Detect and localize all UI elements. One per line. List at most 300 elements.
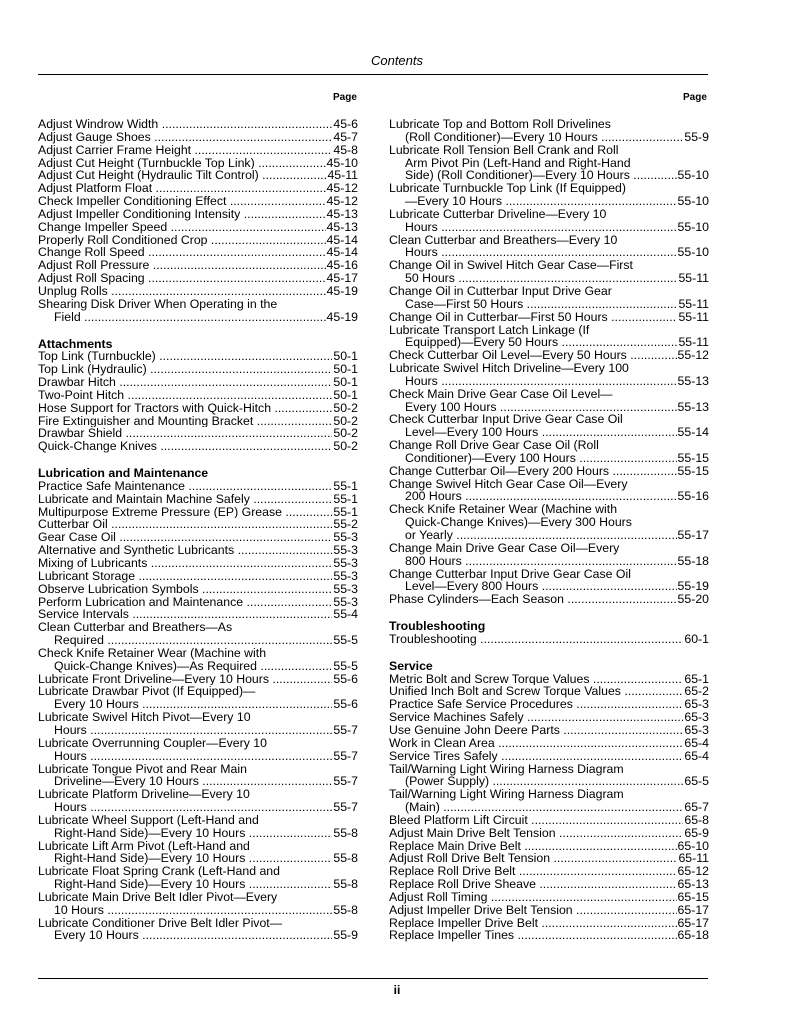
entry-row xyxy=(389,375,709,388)
toc-entry[interactable] xyxy=(38,917,358,943)
entry-title: Quick-Change Knives ..... xyxy=(38,440,332,453)
toc-entry[interactable] xyxy=(389,852,709,865)
entry-row xyxy=(389,311,709,324)
entry-page-number: 55-11 xyxy=(678,335,709,350)
entry-row xyxy=(389,221,709,234)
entry-title: (Roll Conditioner)—Every 10 Hours ..... xyxy=(405,131,683,144)
entry-title: Practice Safe Service Procedures ..... xyxy=(389,698,683,711)
entry-title-line: Change Swivel Hitch Gear Case Oil—Every xyxy=(389,476,628,491)
entry-page-number: 45-6 xyxy=(333,117,358,131)
entry-page-number: 45-14 xyxy=(326,232,358,247)
entry-title: Level—Every 100 Hours ..... xyxy=(405,426,677,439)
entry-title: Quick-Change Knives)—As Required ..... xyxy=(54,660,332,673)
entry-page-number: 65-15 xyxy=(677,889,709,904)
entry-page-number: 55-11 xyxy=(678,309,709,324)
entry-row xyxy=(38,827,358,840)
entry-page-number: 55-7 xyxy=(333,800,358,815)
entry-title-line: Lubricate Roll Tension Bell Crank and Roll xyxy=(389,142,619,157)
entry-page-number: 65-2 xyxy=(684,684,709,699)
entry-title: Hours ..... xyxy=(405,375,677,388)
entry-title: Adjust Cut Height (Turnbuckle Top Link) ..... xyxy=(38,157,326,170)
toc-entry[interactable] xyxy=(38,169,358,182)
toc-entry[interactable] xyxy=(38,144,358,157)
toc-entry[interactable] xyxy=(389,827,709,840)
entry-title: Use Genuine John Deere Parts ..... xyxy=(389,724,683,737)
entry-title: Change Impeller Speed ..... xyxy=(38,221,326,234)
entry-page-number: 55-7 xyxy=(333,774,358,789)
entry-title-line: Tail/Warning Light Wiring Harness Diagram xyxy=(389,787,624,802)
entry-row xyxy=(38,557,358,570)
entry-title: Adjust Gauge Shoes ..... xyxy=(38,131,332,144)
toc-entry[interactable] xyxy=(38,246,358,259)
entry-page-number: 55-1 xyxy=(333,504,358,519)
entry-row xyxy=(38,208,358,221)
toc-entry[interactable] xyxy=(38,621,358,647)
entry-title: Every 100 Hours ..... xyxy=(405,401,677,414)
entry-page-number: 45-19 xyxy=(326,309,358,324)
entry-row xyxy=(38,144,358,157)
entry-row xyxy=(389,840,709,853)
toc-entry[interactable] xyxy=(38,840,358,866)
entry-row xyxy=(389,929,709,942)
toc-entry[interactable] xyxy=(389,724,709,737)
entry-title: 10 Hours ..... xyxy=(54,904,332,917)
entry-page-number: 55-13 xyxy=(677,373,709,388)
toc-entry[interactable] xyxy=(38,531,358,544)
entry-row xyxy=(38,157,358,170)
entry-row xyxy=(389,698,709,711)
entry-title-line: Check Knife Retainer Wear (Machine with xyxy=(389,502,618,517)
entry-title: Adjust Windrow Width ..... xyxy=(38,118,332,131)
entry-title: Side) (Roll Conditioner)—Every 10 Hours ..... xyxy=(405,169,677,182)
entry-title: Troubleshooting ..... xyxy=(389,633,683,646)
toc-section xyxy=(389,620,709,646)
toc-entry[interactable] xyxy=(389,840,709,853)
entry-page-number: 65-4 xyxy=(684,748,709,763)
toc-entry[interactable] xyxy=(38,814,358,840)
toc-entry[interactable] xyxy=(38,557,358,570)
toc-entry[interactable] xyxy=(389,465,709,478)
entry-title: 50 Hours ..... xyxy=(405,272,677,285)
entry-page-number: 65-12 xyxy=(677,864,709,879)
entry-title-line: Lubricate Lift Arm Pivot (Left-Hand and xyxy=(38,838,250,853)
toc-entry[interactable] xyxy=(38,506,358,519)
entry-title-line: Lubricate Swivel Hitch Driveline—Every 100 xyxy=(389,361,629,376)
toc-entry[interactable] xyxy=(38,272,358,285)
entry-title-line: Change Cutterbar Input Drive Gear Case Oil xyxy=(389,566,631,581)
entry-row xyxy=(38,480,358,493)
entry-row xyxy=(389,131,709,144)
entry-title: Top Link (Turnbuckle) ..... xyxy=(38,350,332,363)
toc-entry[interactable] xyxy=(38,118,358,131)
entry-title: Replace Impeller Drive Belt ..... xyxy=(389,917,677,930)
toc-section xyxy=(38,118,358,324)
entry-row xyxy=(38,259,358,272)
toc-entry[interactable] xyxy=(389,891,709,904)
entry-row xyxy=(38,506,358,519)
entry-page-number: 65-18 xyxy=(677,928,709,943)
section-title: Service xyxy=(389,658,433,673)
toc-entry[interactable] xyxy=(38,363,358,376)
toc-entry[interactable] xyxy=(38,647,358,673)
toc-entry[interactable] xyxy=(389,118,709,144)
toc-entry[interactable] xyxy=(38,493,358,506)
entry-row xyxy=(38,389,358,402)
entry-title: (Power Supply) ..... xyxy=(405,775,683,788)
header-title: Contents xyxy=(370,53,424,68)
entry-title: Change Roll Speed ..... xyxy=(38,246,326,259)
entry-row xyxy=(38,583,358,596)
entry-page-number: 55-9 xyxy=(684,129,709,144)
entry-page-number: 50-1 xyxy=(333,349,358,364)
entry-page-number: 55-3 xyxy=(333,568,358,583)
entry-row xyxy=(38,415,358,428)
section-title: Attachments xyxy=(38,336,113,351)
entry-title-line: Shearing Disk Driver When Operating in the xyxy=(38,296,278,311)
entry-page-number: 55-8 xyxy=(333,825,358,840)
entry-page-number: 55-15 xyxy=(677,463,709,478)
toc-entry[interactable] xyxy=(38,389,358,402)
toc-entry[interactable] xyxy=(389,593,709,606)
entry-row xyxy=(38,131,358,144)
entry-title: Perform Lubrication and Maintenance ..... xyxy=(38,596,332,609)
entry-title-line: Change Main Drive Gear Case Oil—Every xyxy=(389,540,620,555)
toc-entry[interactable] xyxy=(389,788,709,814)
entry-page-number: 45-10 xyxy=(326,155,358,170)
toc-entry[interactable] xyxy=(389,904,709,917)
toc-entry[interactable] xyxy=(389,478,709,504)
entry-title: Lubricant Storage ..... xyxy=(38,570,332,583)
entry-row xyxy=(38,376,358,389)
entry-title-line: Lubricate Swivel Hitch Pivot—Every 10 xyxy=(38,710,251,725)
toc-entry[interactable] xyxy=(389,865,709,878)
entry-row xyxy=(38,878,358,891)
entry-title-line: Clean Cutterbar and Breathers—As xyxy=(38,620,233,635)
entry-title-line: Lubricate Main Drive Belt Idler Pivot—Every xyxy=(38,889,278,904)
entry-title: Adjust Roll Drive Belt Tension ..... xyxy=(389,852,677,865)
entry-row xyxy=(389,711,709,724)
entry-page-number: 45-12 xyxy=(326,194,358,209)
entry-row xyxy=(389,852,709,865)
entry-row xyxy=(38,234,358,247)
entry-title: Observe Lubrication Symbols ..... xyxy=(38,583,332,596)
toc-entry[interactable] xyxy=(389,388,709,414)
entry-page-number: 55-9 xyxy=(333,928,358,943)
entry-page-number: 55-11 xyxy=(678,296,709,311)
entry-row xyxy=(38,801,358,814)
toc-section xyxy=(389,660,709,943)
toc-entry[interactable] xyxy=(389,503,709,542)
entry-title: Properly Roll Conditioned Crop ..... xyxy=(38,234,326,247)
entry-title-line: Change Oil in Swivel Hitch Gear Case—First xyxy=(389,258,633,273)
entry-title: Hours ..... xyxy=(405,221,677,234)
toc-entry[interactable] xyxy=(38,711,358,737)
entry-title: Right-Hand Side)—Every 10 Hours ..... xyxy=(54,878,332,891)
toc-entry[interactable] xyxy=(389,814,709,827)
entry-title: Unified Inch Bolt and Screw Torque Values ..... xyxy=(389,685,683,698)
entry-row xyxy=(389,904,709,917)
entry-page-number: 55-1 xyxy=(333,478,358,493)
entry-row xyxy=(389,827,709,840)
entry-row xyxy=(389,737,709,750)
entry-title: Hours ..... xyxy=(405,246,677,259)
entry-row xyxy=(38,118,358,131)
toc-entry[interactable] xyxy=(389,362,709,388)
entry-title: Drawbar Hitch ..... xyxy=(38,376,332,389)
entry-title: Adjust Roll Pressure ..... xyxy=(38,259,326,272)
entry-page-number: 55-10 xyxy=(677,168,709,183)
entry-page-number: 50-2 xyxy=(333,439,358,454)
entry-title: Field ..... xyxy=(54,311,326,324)
toc-entry[interactable] xyxy=(38,234,358,247)
toc-entry[interactable] xyxy=(389,763,709,789)
toc-section xyxy=(389,118,709,606)
toc-entry[interactable] xyxy=(38,685,358,711)
toc-entry[interactable] xyxy=(389,144,709,183)
toc-entry[interactable] xyxy=(38,865,358,891)
entry-row xyxy=(38,246,358,259)
toc-entry[interactable] xyxy=(389,685,709,698)
toc-entry[interactable] xyxy=(38,415,358,428)
entry-page-number: 55-8 xyxy=(333,902,358,917)
entry-row xyxy=(389,529,709,542)
entry-title: Replace Roll Drive Sheave ..... xyxy=(389,878,677,891)
entry-title: Driveline—Every 10 Hours ..... xyxy=(54,775,332,788)
entry-title: Alternative and Synthetic Lubricants ..... xyxy=(38,544,332,557)
entry-title: Level—Every 800 Hours ..... xyxy=(405,580,677,593)
entry-page-number: 55-2 xyxy=(333,517,358,532)
entry-row xyxy=(38,750,358,763)
entry-title-line: Tail/Warning Light Wiring Harness Diagram xyxy=(389,761,624,776)
entry-page-number: 55-15 xyxy=(677,450,709,465)
toc-entry[interactable] xyxy=(389,439,709,465)
entry-row xyxy=(38,634,358,647)
entry-title-line: Check Main Drive Gear Case Oil Level— xyxy=(389,386,613,401)
entry-title: (Main) ..... xyxy=(405,801,683,814)
entry-page-number: 55-5 xyxy=(333,633,358,648)
entry-row xyxy=(389,673,709,686)
entry-row xyxy=(38,570,358,583)
toc-entry[interactable] xyxy=(38,350,358,363)
toc-entry[interactable] xyxy=(38,195,358,208)
toc-entry[interactable] xyxy=(38,788,358,814)
entry-page-number: 50-2 xyxy=(333,413,358,428)
toc-entry[interactable] xyxy=(389,698,709,711)
entry-page-number: 55-11 xyxy=(678,271,709,286)
entry-title: Change Oil in Cutterbar—First 50 Hours ..... xyxy=(389,311,677,324)
entry-row xyxy=(389,891,709,904)
entry-row xyxy=(38,660,358,673)
toc-entry[interactable] xyxy=(389,234,709,260)
entry-page-number: 55-20 xyxy=(677,592,709,607)
toc-column-right xyxy=(389,118,709,942)
entry-page-number: 45-8 xyxy=(333,142,358,157)
entry-page-number: 55-5 xyxy=(333,658,358,673)
entry-row xyxy=(38,272,358,285)
entry-row xyxy=(38,363,358,376)
toc-entry[interactable] xyxy=(38,480,358,493)
entry-title: Adjust Cut Height (Hydraulic Tilt Control) ..... xyxy=(38,169,326,182)
toc-entry[interactable] xyxy=(389,673,709,686)
toc-entry[interactable] xyxy=(38,427,358,440)
entry-title: or Yearly ..... xyxy=(405,529,677,542)
entry-title: Mixing of Lubricants ..... xyxy=(38,557,332,570)
entry-row xyxy=(389,801,709,814)
toc-entry[interactable] xyxy=(38,298,358,324)
toc-entry[interactable] xyxy=(389,311,709,324)
toc-entry[interactable] xyxy=(38,221,358,234)
toc-entry[interactable] xyxy=(389,182,709,208)
entry-title-line: Lubricate Overrunning Coupler—Every 10 xyxy=(38,735,267,750)
entry-page-number: 50-2 xyxy=(333,400,358,415)
entry-title: Metric Bolt and Screw Torque Values ..... xyxy=(389,673,683,686)
toc-entry[interactable] xyxy=(389,324,709,350)
toc-entry[interactable] xyxy=(38,131,358,144)
entry-row xyxy=(389,452,709,465)
entry-title: Equipped)—Every 50 Hours ..... xyxy=(405,336,677,349)
entry-title: Required ..... xyxy=(54,634,332,647)
toc-column-left xyxy=(38,118,358,942)
entry-title: Practice Safe Maintenance ..... xyxy=(38,480,332,493)
entry-page-number: 55-14 xyxy=(677,425,709,440)
section-title: Troubleshooting xyxy=(389,619,486,634)
entry-row xyxy=(38,544,358,557)
entry-page-number: 65-8 xyxy=(684,812,709,827)
entry-page-number: 65-3 xyxy=(684,697,709,712)
entry-page-number: 55-3 xyxy=(333,530,358,545)
entry-title: Conditioner)—Every 100 Hours ..... xyxy=(405,452,677,465)
entry-page-number: 55-6 xyxy=(333,671,358,686)
entry-title-line: Lubricate Drawbar Pivot (If Equipped)— xyxy=(38,684,256,699)
entry-page-number: 65-10 xyxy=(677,838,709,853)
entry-page-number: 55-3 xyxy=(333,543,358,558)
entry-title-line: Lubricate Turnbuckle Top Link (If Equipped) xyxy=(389,181,626,196)
toc-entry[interactable] xyxy=(389,711,709,724)
entry-title: Hours ..... xyxy=(54,801,332,814)
entry-page-number: 55-10 xyxy=(677,194,709,209)
entry-row xyxy=(389,580,709,593)
toc-entry[interactable] xyxy=(389,737,709,750)
entry-title-line: Lubricate Top and Bottom Roll Drivelines xyxy=(389,117,611,131)
entry-page-number: 65-17 xyxy=(677,915,709,930)
entry-row xyxy=(38,402,358,415)
toc-entry[interactable] xyxy=(38,596,358,609)
toc-entry[interactable] xyxy=(389,929,709,942)
entry-page-number: 55-19 xyxy=(677,579,709,594)
toc-entry[interactable] xyxy=(389,285,709,311)
entry-page-number: 45-13 xyxy=(326,206,358,221)
toc-entry[interactable] xyxy=(389,259,709,285)
toc-entry[interactable] xyxy=(38,737,358,763)
entry-row xyxy=(38,929,358,942)
entry-page-number: 55-17 xyxy=(677,528,709,542)
entry-title: Every 10 Hours ..... xyxy=(54,929,332,942)
toc-entry[interactable] xyxy=(38,208,358,221)
toc-entry[interactable] xyxy=(38,259,358,272)
entry-page-number: 65-11 xyxy=(678,851,709,866)
entry-row xyxy=(38,724,358,737)
toc-entry[interactable] xyxy=(38,544,358,557)
entry-page-number: 65-9 xyxy=(684,825,709,840)
entry-title: Replace Main Drive Belt ..... xyxy=(389,840,677,853)
entry-page-number: 55-16 xyxy=(677,489,709,504)
toc-entry[interactable] xyxy=(38,583,358,596)
entry-row xyxy=(38,182,358,195)
entry-page-number: 55-3 xyxy=(333,556,358,570)
entry-page-number: 50-2 xyxy=(333,426,358,441)
toc-entry[interactable] xyxy=(38,157,358,170)
toc-entry[interactable] xyxy=(38,763,358,789)
toc-entry[interactable] xyxy=(38,182,358,195)
entry-title-line: Quick-Change Knives)—Every 300 Hours xyxy=(405,515,632,530)
entry-row xyxy=(38,221,358,234)
entry-row xyxy=(38,350,358,363)
entry-title: Lubricate and Maintain Machine Safely ..... xyxy=(38,493,332,506)
toc-entry[interactable] xyxy=(389,878,709,891)
entry-page-number: 65-5 xyxy=(684,774,709,789)
entry-page-number: 65-17 xyxy=(677,902,709,917)
entry-title: Replace Roll Drive Belt ..... xyxy=(389,865,677,878)
entry-page-number: 55-8 xyxy=(333,877,358,892)
entry-page-number: 45-17 xyxy=(326,271,358,286)
entry-page-number: 65-3 xyxy=(684,710,709,725)
toc-entry[interactable] xyxy=(38,570,358,583)
toc-entry[interactable] xyxy=(389,917,709,930)
entry-page-number: 55-1 xyxy=(333,491,358,506)
toc-entry[interactable] xyxy=(38,376,358,389)
entry-title: Right-Hand Side)—Every 10 Hours ..... xyxy=(54,852,332,865)
toc-entry[interactable] xyxy=(38,285,358,298)
entry-title-line: Arm Pivot Pin (Left-Hand and Right-Hand xyxy=(405,155,631,170)
toc-entry[interactable] xyxy=(38,891,358,917)
entry-row xyxy=(389,865,709,878)
toc-entry[interactable] xyxy=(389,208,709,234)
entry-row xyxy=(38,440,358,453)
entry-title-line: Check Knife Retainer Wear (Machine with xyxy=(38,645,267,660)
toc-entry[interactable] xyxy=(38,518,358,531)
toc-entry[interactable] xyxy=(389,413,709,439)
toc-section xyxy=(38,467,358,942)
entry-page-number: 55-8 xyxy=(333,851,358,866)
entry-title: Adjust Roll Timing ..... xyxy=(389,891,677,904)
toc-entry[interactable] xyxy=(389,568,709,594)
page-column-label-left: Page xyxy=(333,92,357,103)
entry-row xyxy=(38,596,358,609)
toc-entry[interactable] xyxy=(389,750,709,763)
entry-title: Adjust Carrier Frame Height ..... xyxy=(38,144,332,157)
entry-row xyxy=(389,814,709,827)
entry-row xyxy=(389,750,709,763)
entry-page-number: 45-13 xyxy=(326,219,358,234)
entry-row xyxy=(389,195,709,208)
toc-entry[interactable] xyxy=(389,542,709,568)
entry-row xyxy=(389,336,709,349)
entry-row xyxy=(389,298,709,311)
entry-row xyxy=(389,724,709,737)
entry-page-number: 45-14 xyxy=(326,245,358,260)
toc-entry[interactable] xyxy=(38,402,358,415)
entry-page-number: 50-1 xyxy=(333,387,358,402)
entry-title: Replace Impeller Tines ..... xyxy=(389,929,677,942)
entry-page-number: 55-7 xyxy=(333,748,358,763)
toc-entry[interactable] xyxy=(38,440,358,453)
entry-page-number: 55-13 xyxy=(677,399,709,414)
toc-entry[interactable] xyxy=(389,633,709,646)
entry-title: Gear Case Oil ..... xyxy=(38,531,332,544)
entry-title: Two-Point Hitch ..... xyxy=(38,389,332,402)
entry-page-number: 55-18 xyxy=(677,553,709,568)
entry-title-line: Lubricate Conditioner Drive Belt Idler Pivot— xyxy=(38,915,282,930)
